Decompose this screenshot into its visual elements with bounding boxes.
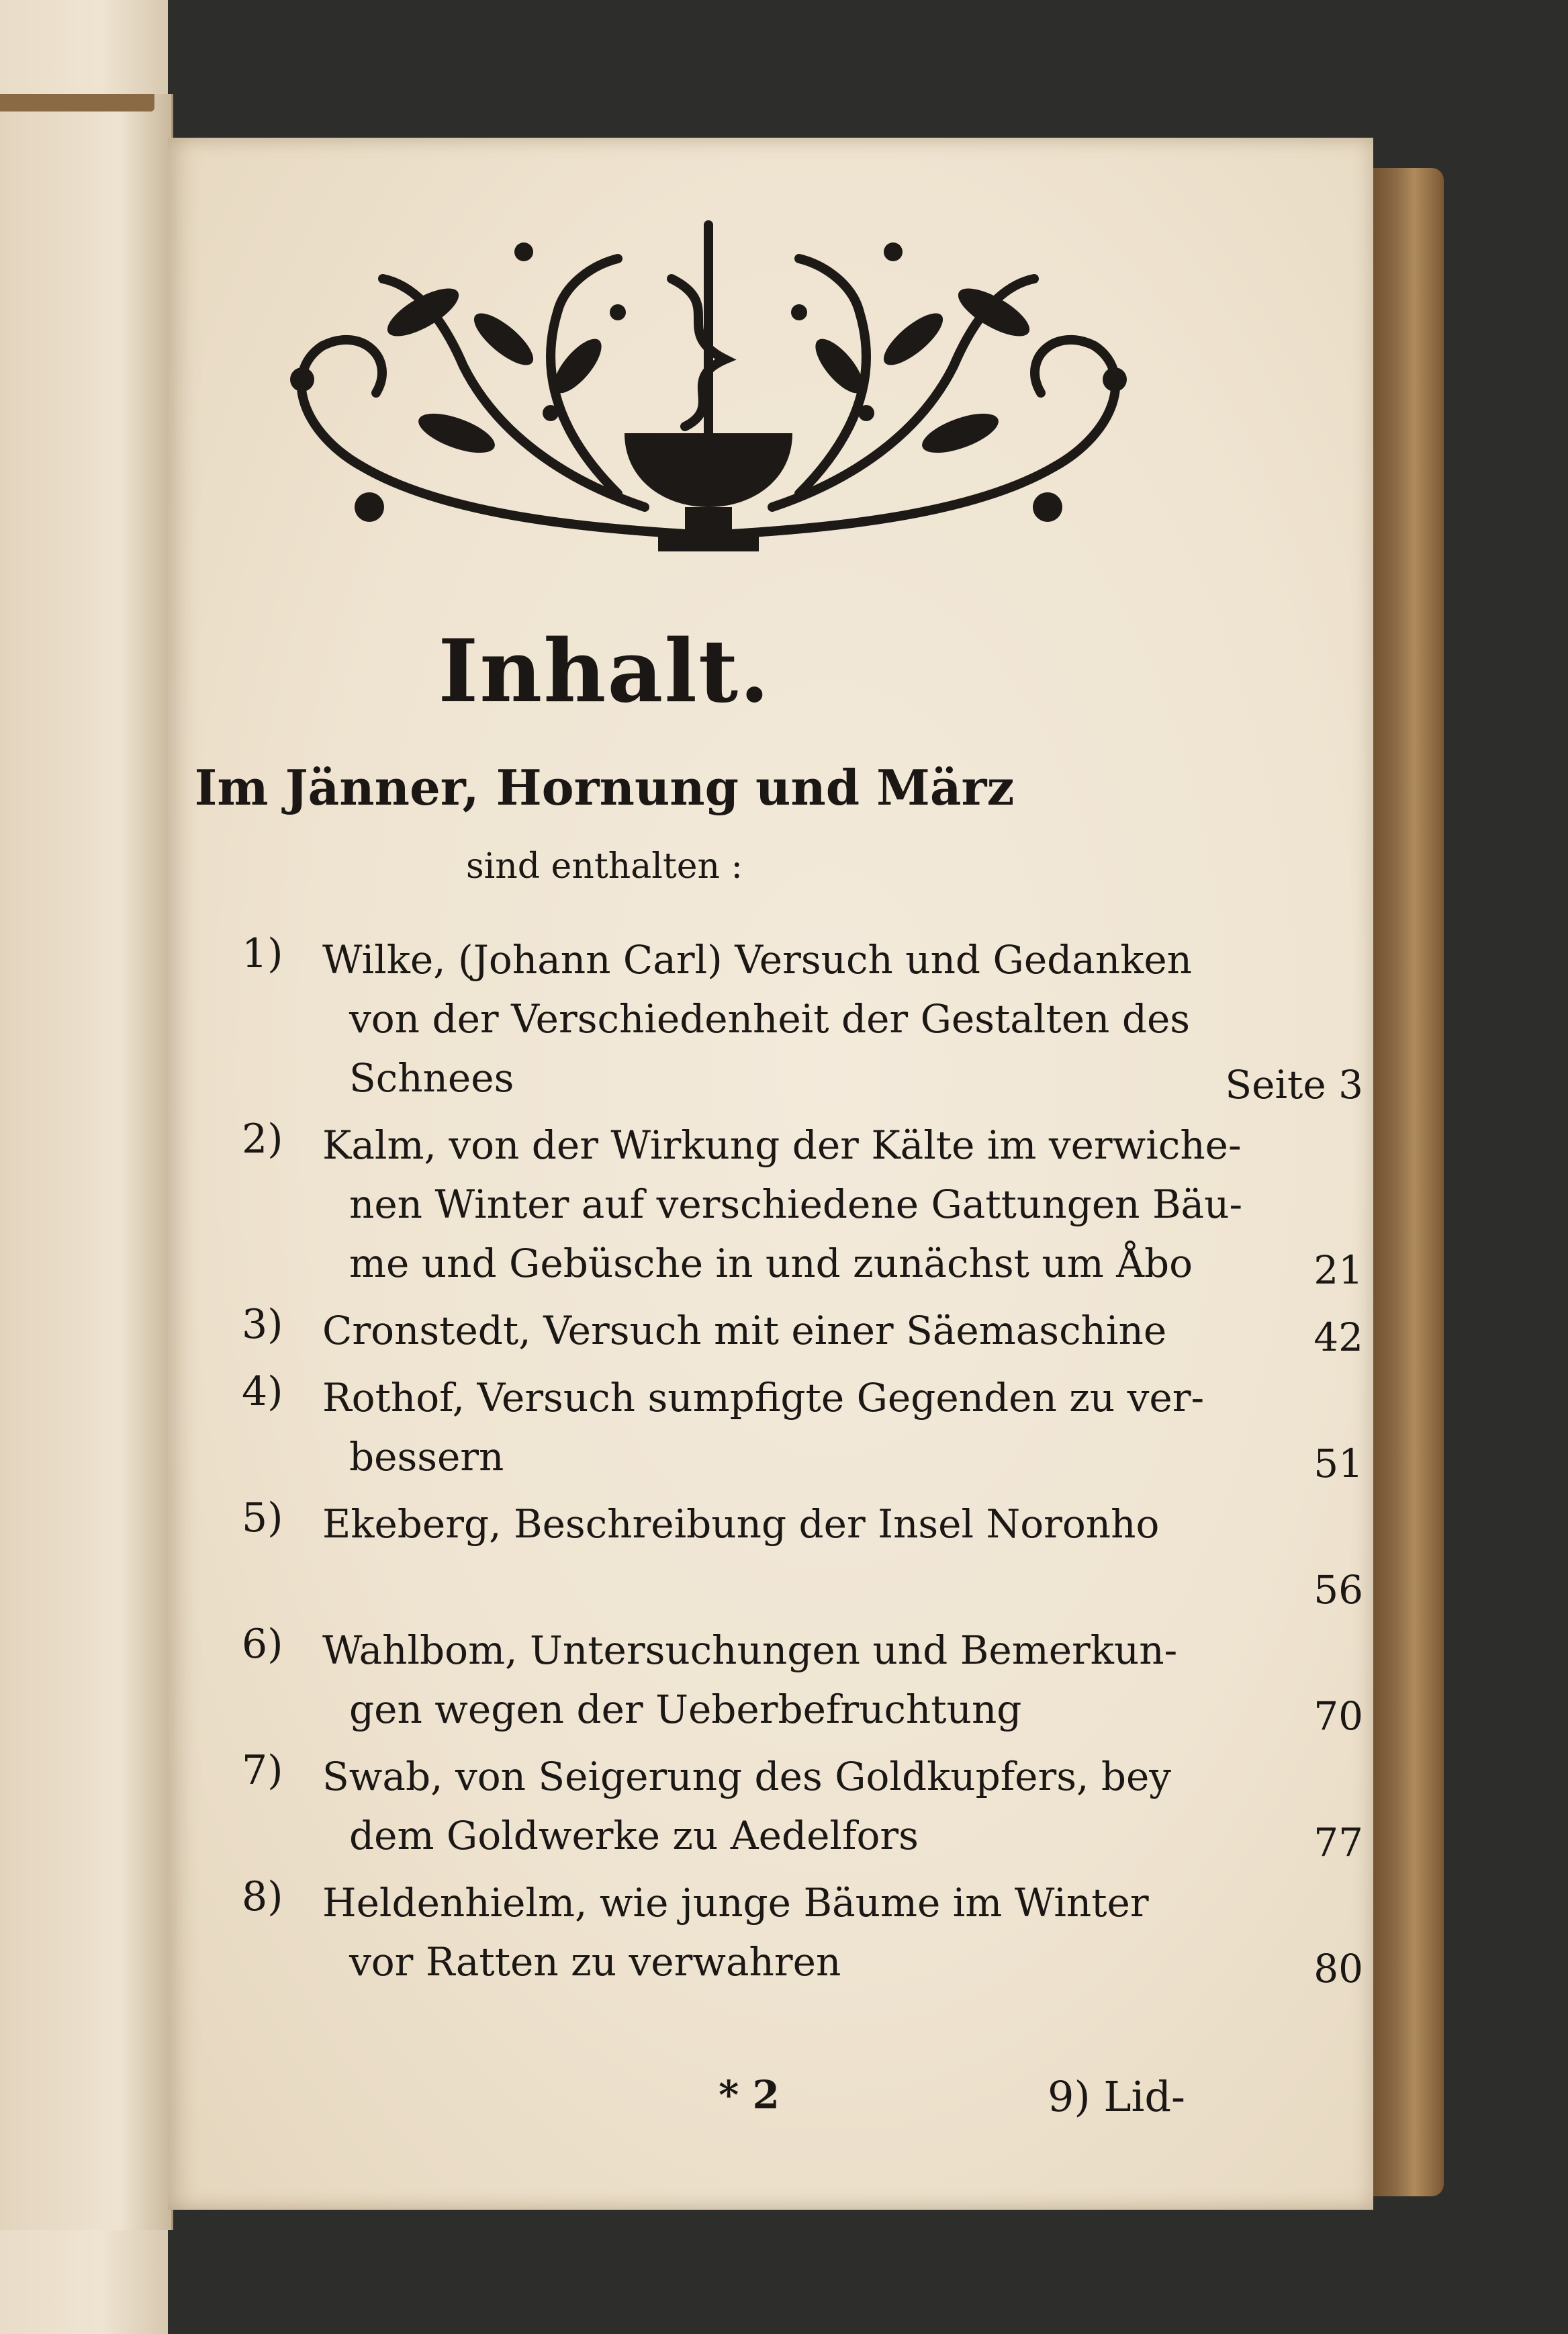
entry-line: Wilke, (Johann Carl) Versuch und Gedanken xyxy=(322,937,1193,983)
section-note: sind enthalten : xyxy=(465,846,743,887)
entry-number: 3) xyxy=(242,1301,283,1348)
entry-page: 51 xyxy=(1313,1441,1363,1486)
entry-line: Swab, von Seigerung des Goldkupfers, bey xyxy=(322,1754,1172,1799)
entry-line: vor Ratten zu verwahren xyxy=(349,1939,841,1985)
signature-mark: * 2 xyxy=(719,2072,780,2118)
toc-entry-3 xyxy=(242,1301,1363,1360)
entry-number: 7) xyxy=(242,1747,283,1794)
toc-entry-8 xyxy=(242,1873,1363,1991)
entry-line: Heldenhielm, wie junge Bäume im Winter xyxy=(322,1880,1149,1926)
entry-number: 2) xyxy=(242,1116,283,1163)
toc-entry-6 xyxy=(242,1621,1363,1739)
page-title: Inhalt. xyxy=(438,621,771,722)
toc-entry-4 xyxy=(242,1368,1363,1486)
entry-line xyxy=(242,1554,1363,1613)
entry-number: 8) xyxy=(242,1873,283,1920)
entry-line: Schnees xyxy=(349,1055,514,1101)
entry-line: Kalm, von der Wirkung der Kälte im verwiche- xyxy=(322,1122,1242,1168)
entry-line: bessern xyxy=(349,1434,504,1480)
entry-line: Cronstedt, Versuch mit einer Säemaschine xyxy=(322,1308,1167,1353)
leather-binding xyxy=(0,94,154,111)
entry-line: Rothof, Versuch sumpfigte Gegenden zu ver- xyxy=(322,1375,1205,1421)
entry-page: 77 xyxy=(1313,1820,1363,1865)
book-page xyxy=(168,138,1373,2210)
entry-number: 6) xyxy=(242,1621,283,1668)
entry-page: 80 xyxy=(1313,1946,1363,1991)
entry-page: 56 xyxy=(1313,1567,1363,1613)
entry-page: 42 xyxy=(1313,1314,1363,1360)
entry-page: 70 xyxy=(1313,1693,1363,1739)
toc-entry-1 xyxy=(242,930,1363,1108)
floral-ornament xyxy=(242,212,1175,574)
catchword: 9) Lid- xyxy=(1048,2072,1185,2121)
toc-entry-7 xyxy=(242,1747,1363,1865)
table-of-contents xyxy=(242,930,1363,2000)
entry-line: dem Goldwerke zu Aedelfors xyxy=(349,1813,919,1858)
entry-page: Seite 3 xyxy=(1225,1062,1363,1108)
entry-line: von der Verschiedenheit der Gestalten des xyxy=(349,996,1191,1042)
entry-number: 4) xyxy=(242,1368,283,1415)
entry-number: 1) xyxy=(242,930,283,977)
entry-line: Ekeberg, Beschreibung der Insel Noronho xyxy=(322,1501,1160,1547)
entry-line: me und Gebüsche in und zunächst um Åbo xyxy=(349,1241,1193,1286)
facing-page xyxy=(0,94,173,2230)
toc-entry-2 xyxy=(242,1116,1363,1293)
entry-page: 21 xyxy=(1313,1247,1363,1293)
entry-number: 5) xyxy=(242,1494,283,1541)
entry-line: gen wegen der Ueberbefruchtung xyxy=(349,1687,1022,1732)
entry-line: nen Winter auf verschiedene Gattungen Bäu- xyxy=(349,1181,1243,1227)
section-heading: Im Jänner, Hornung und März xyxy=(194,759,1015,816)
toc-entry-5 xyxy=(242,1494,1363,1613)
entry-line: Wahlbom, Untersuchungen und Bemerkun- xyxy=(322,1627,1178,1673)
book-cover-edge xyxy=(1370,168,1444,2196)
